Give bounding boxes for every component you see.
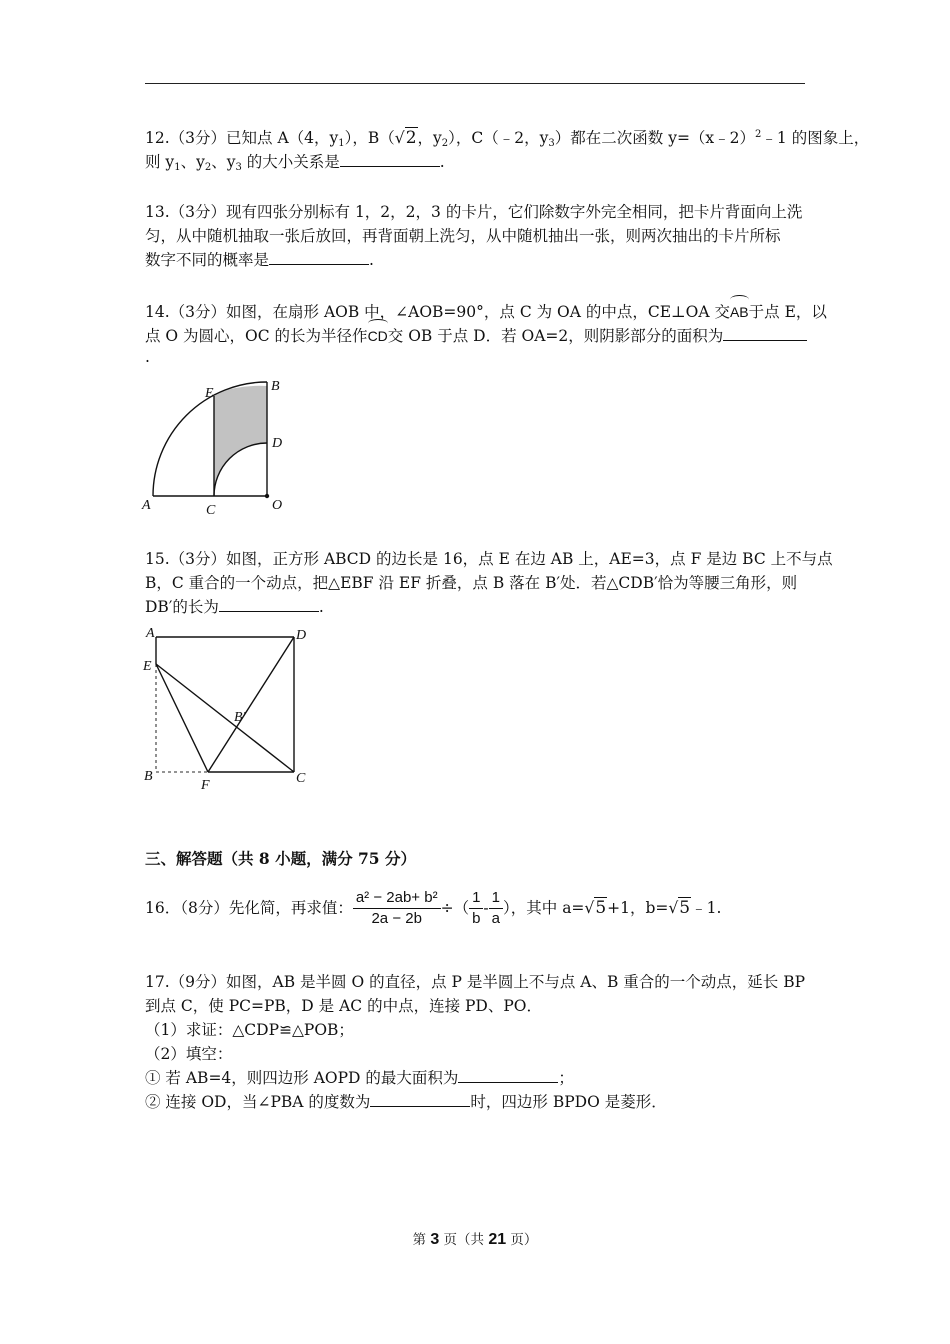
q16-divide: ÷（: [440, 899, 470, 917]
q15-text: DB′的长为: [145, 598, 219, 616]
q12-text: 则 y: [145, 153, 175, 171]
q14-text: 14.（3分）如图，在扇形 AOB 中，∠AOB=90°，点 C 为 OA 的中点，CE⊥OA 交: [145, 303, 730, 321]
q12-sub: 1: [338, 138, 345, 149]
label-b-prime: B′: [234, 710, 246, 725]
q13-line-1: 13.（3分）现有四张分别标有 1，2，2，3 的卡片，它们除数字外完全相同，把卡片背面向上洗: [145, 203, 803, 221]
page-footer: [0, 1228, 950, 1249]
figure-14-sector: [138, 372, 298, 522]
radical-icon: √: [668, 899, 679, 917]
q16-minus: -: [483, 899, 489, 917]
q17-text: ② 连接 OD，当∠PBA 的度数为: [145, 1093, 371, 1111]
answer-blank[interactable]: [370, 1090, 470, 1107]
q14-text: 交 OB 于点 D．若 OA=2，则阴影部分的面积为: [387, 327, 724, 345]
q17-text: 时，四边形 BPDO 是菱形．: [470, 1093, 667, 1111]
q17-line-6: [145, 1090, 810, 1114]
answer-blank[interactable]: [269, 248, 369, 265]
radicand: 5: [679, 898, 691, 918]
label-a: A: [146, 626, 155, 641]
footer-text: 页）: [506, 1232, 538, 1248]
label-e: E: [205, 386, 214, 401]
q12-sub: 3: [235, 162, 242, 173]
segment-fd: [208, 637, 294, 772]
answer-blank[interactable]: [723, 324, 807, 341]
sqrt-2: [395, 126, 418, 150]
footer-text: 第: [412, 1232, 431, 1248]
segment-eb1-c: [156, 664, 294, 772]
footer-text: 页（共: [439, 1232, 489, 1248]
q12-text: 、y: [180, 153, 205, 171]
fraction-denominator: 2a − 2b: [371, 909, 422, 927]
q15-line-1: 15.（3分）如图，正方形 ABCD 的边长是 16，点 E 在边 AB 上，AE=3，点 F 是边 BC 上不与点: [145, 550, 833, 568]
q17-line-5: [145, 1066, 810, 1090]
segment-ef: [156, 664, 208, 772]
shaded-region: [214, 386, 267, 496]
q15-end: .: [318, 598, 324, 616]
answer-blank[interactable]: [340, 150, 440, 167]
fraction-main: [353, 888, 441, 929]
q17-line-2: 到点 C，使 PC=PB，D 是 AC 的中点，连接 PD、PO．: [145, 997, 542, 1015]
fraction-numerator: 1: [489, 888, 503, 909]
answer-blank[interactable]: [458, 1066, 558, 1083]
q16-text: ），其中 a=: [503, 899, 585, 917]
q12-text: 已知点 A（4，y: [226, 129, 339, 147]
fraction-denominator: b: [472, 909, 481, 927]
label-d: D: [296, 628, 307, 643]
q12-text: ），C（﹣2，y: [448, 129, 549, 147]
q13-end: .: [369, 251, 374, 269]
q14-end: .: [145, 348, 150, 366]
q13-line-3: [145, 248, 810, 272]
label-d: D: [272, 436, 283, 451]
q12-sub: 1: [174, 162, 181, 173]
q15-line-3: [145, 595, 810, 619]
q12-text: ﹣1 的图象上，: [761, 129, 870, 147]
answer-blank[interactable]: [219, 595, 319, 612]
q12-text: ），B（: [344, 129, 395, 147]
label-a: A: [142, 498, 151, 513]
q12-sup: 2: [755, 129, 762, 140]
label-o: O: [272, 498, 283, 513]
radical-icon: √: [584, 899, 595, 917]
q14-line-1: [145, 297, 827, 321]
fraction-1-over-b: [469, 888, 483, 929]
page-number: 3: [430, 1231, 440, 1248]
point-o: [265, 494, 269, 498]
q17-line-1: 17.（9分）如图，AB 是半圆 O 的直径，点 P 是半圆上不与点 A、B 重合的一个动点，延长 BP: [145, 973, 806, 991]
question-12: [145, 126, 870, 174]
fraction-numerator: 1: [469, 888, 483, 909]
arc-cd: CD: [368, 321, 388, 348]
sqrt-5-a: [584, 894, 607, 922]
q14-text: 于点 E，以: [748, 303, 827, 321]
label-c: C: [206, 503, 216, 518]
header-rule: [145, 83, 805, 84]
q12-sub: 2: [441, 138, 449, 149]
arc-ab: AB: [730, 297, 749, 324]
question-14: [145, 297, 827, 369]
q14-text: 点 O 为圆心，OC 的长为半径作: [145, 327, 368, 345]
label-f: F: [201, 778, 210, 793]
q16-text: 16．（8分）先化简，再求值：: [145, 899, 353, 917]
fraction-denominator: a: [491, 909, 501, 927]
label-c: C: [296, 771, 306, 786]
sqrt-5-b: [668, 894, 691, 922]
q17-text: ；: [558, 1069, 574, 1087]
q15-line-2: B，C 重合的一个动点，把△EBF 沿 EF 折叠，点 B 落在 B′处．若△CDB′恰为等腰三角形，则: [145, 574, 798, 592]
q13-line-2: 匀，从中随机抽取一张后放回，再背面朝上洗匀，从中随机抽出一张，则两次抽出的卡片所标: [145, 227, 781, 245]
q12-text: ，y: [417, 129, 442, 147]
label-e: E: [143, 659, 152, 674]
q12-text: 的大小关系是: [241, 153, 340, 171]
q12-text: ）都在二次函数 y=（x﹣2）: [554, 129, 756, 147]
label-b: B: [271, 379, 280, 394]
fraction-1-over-a: [489, 888, 503, 929]
question-17: [145, 970, 810, 1114]
q14-line-2: [145, 321, 810, 345]
q12-line-2: [145, 150, 810, 174]
q17-line-4: （2）填空：: [145, 1045, 233, 1063]
q12-number: 12.: [145, 129, 170, 147]
radical-icon: √: [394, 129, 405, 147]
q16-text: +1，b=: [607, 899, 669, 917]
q12-sub: 2: [204, 162, 212, 173]
radicand: 2: [405, 128, 417, 148]
label-b: B: [144, 769, 153, 784]
q12-text: 、y: [211, 153, 236, 171]
question-16: [145, 880, 810, 936]
figure-15-square: [138, 624, 318, 794]
q13-text: 数字不同的概率是: [145, 251, 270, 269]
question-15: [145, 547, 833, 619]
q12-line-1: [145, 126, 870, 150]
q17-text: ① 若 AB=4，则四边形 AOPD 的最大面积为: [145, 1069, 459, 1087]
radicand: 5: [595, 898, 607, 918]
total-pages: 21: [488, 1231, 507, 1248]
q12-score: （3分）: [169, 129, 227, 147]
fraction-numerator: a² − 2ab+ b²: [353, 888, 441, 909]
q12-end: .: [439, 153, 445, 171]
q12-sub: 3: [548, 138, 555, 149]
question-13: [145, 200, 810, 272]
section-heading: 三、解答题（共 8 小题，满分 75 分）: [145, 849, 416, 868]
q16-text: ﹣1.: [691, 899, 722, 917]
q17-line-3: （1）求证：△CDP≌△POB；: [145, 1021, 354, 1039]
